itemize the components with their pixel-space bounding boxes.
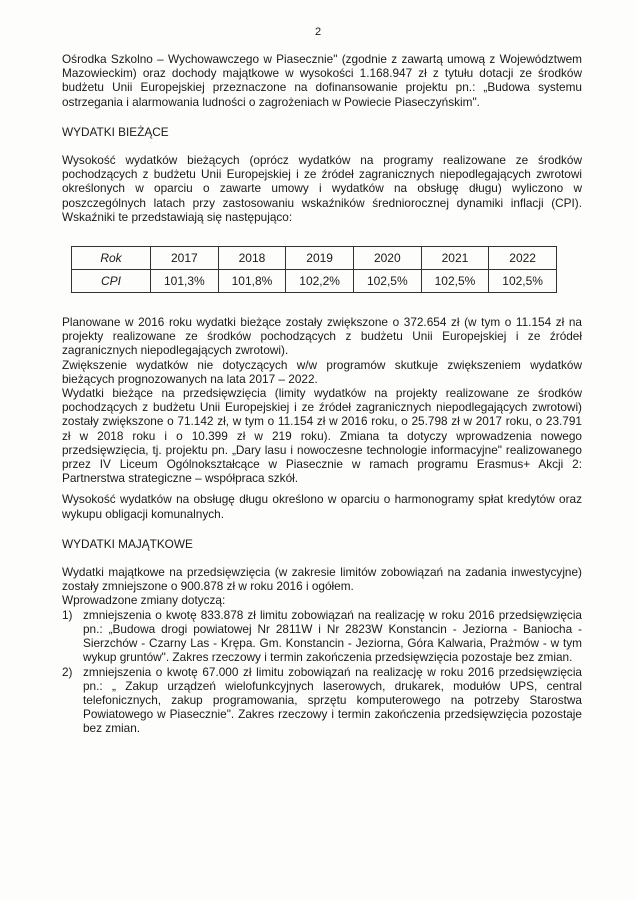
current-expenses-paragraph: Wysokość wydatków bieżących (oprócz wydatków na programy realizowane ze środków pochodzących z budżetu Unii Europejskiej i ze źródeł zagranicznych niepodlegających zwrotowi określonych w oparciu o zawarte umowy i wydatków na obsługę długu) wyliczono w poszczególnych latach przy zastosowaniu wskaźników średniorocznej dynamiki inflacji (CPI). Wskaźniki te przedstawiają się następująco: bbox=[62, 153, 582, 224]
cpi-table-value-cell: 101,3% bbox=[151, 270, 219, 293]
intro-paragraph: Ośrodka Szkolno – Wychowawczego w Piasecznie" (zgodnie z zawartą umową z Województwem Mazowieckim) oraz dochody majątkowe w wysokości 1.168.947 zł z tytułu dotacji ze środków budżetu Unii Europejskiej przeznaczone na dofinansowanie projektu pn.: „Budowa systemu ostrzegania i alarmowania ludności o zagrożeniach w Powiecie Piaseczyńskim". bbox=[62, 52, 582, 109]
cpi-table-year-cell: 2020 bbox=[353, 247, 421, 270]
cpi-table-value-cell: 102,2% bbox=[286, 270, 354, 293]
cpi-table-value-cell: 102,5% bbox=[421, 270, 489, 293]
cpi-table bbox=[71, 246, 557, 293]
list-item-text: zmniejszenia o kwotę 67.000 zł limitu zobowiązań na realizację w roku 2016 przedsięwzięcia pn.: „ Zakup urządzeń wielofunkcyjnych laserowych, drukarek, modułów UPS, central telefonicznych, zakup programowania, sprzętu komputerowego na potrzeby Starostwa Powiatowego w Piasecznie". Zakres rzeczowy i termin zakończenia przedsięwzięcia pozostaje bez zmian. bbox=[83, 664, 582, 736]
cpi-table-year-label: Rok bbox=[72, 247, 151, 270]
changes-list bbox=[62, 608, 582, 736]
changes-intro: Wprowadzone zmiany dotyczą: bbox=[62, 593, 226, 608]
cpi-table-year-cell: 2018 bbox=[218, 247, 286, 270]
cpi-table-cpi-label: CPI bbox=[72, 270, 151, 293]
capital-expenses-paragraph: Wydatki majątkowe na przedsięwzięcia (w zakresie limitów zobowiązań na zadania inwestycyjne) zostały zmniejszone o 900.878 zł w roku 2016 i ogółem. bbox=[62, 565, 582, 594]
debt-service-paragraph: Wysokość wydatków na obsługę długu określono w oparciu o harmonogramy spłat kredytów oraz wykupu obligacji komunalnych. bbox=[62, 492, 582, 521]
section-title-current-expenses: WYDATKI BIEŻĄCE bbox=[62, 124, 169, 139]
cpi-table-value-cell: 102,5% bbox=[353, 270, 421, 293]
projects-paragraph: Wydatki bieżące na przedsięwzięcia (limity wydatków na projekty realizowane ze środków pochodzących z budżetu Unii Europejskiej i ze źródeł zagranicznych niepodlegających zwrotowi) zostały zwiększone o 71.142 zł, w tym o 11.154 zł w 2016 roku, o 25.798 zł w 2017 roku, o 23.791 zł w 2018 roku i o 10.399 zł w 219 roku). Zmiana ta dotyczy wprowadzenia nowego przedsięwzięcia, tj. projektu pn. „Dary lasu i nowoczesne technologie informacyjne" realizowanego przez IV Liceum Ogólnokształcące w Piasecznie w ramach programu Erasmus+ Akcji 2: Partnerstwa strategiczne – współpraca szkół. bbox=[62, 386, 582, 486]
list-item bbox=[62, 665, 582, 736]
list-item-text: zmniejszenia o kwotę 833.878 zł limitu zobowiązań na realizację w roku 2016 przedsięwzięcia pn.: „Budowa drogi powiatowej Nr 2811W i Nr 2823W Konstancin - Jeziorna - Baniocha - Sierzchów - Czarny Las - Krępa. Gm. Konstancin - Jeziorna, Góra Kalwaria, Prażmów - w tym wykup gruntów". Zakres rzeczowy i termin zakończenia przedsięwzięcia pozostaje bez zmian. bbox=[83, 607, 582, 665]
list-item-number: 1) bbox=[62, 607, 73, 622]
document-body bbox=[62, 52, 582, 736]
section-title-capital-expenses: WYDATKI MAJĄTKOWE bbox=[62, 536, 193, 551]
cpi-table-value-cell: 101,8% bbox=[218, 270, 286, 293]
cpi-table-year-cell: 2022 bbox=[489, 247, 557, 270]
cpi-table-value-cell: 102,5% bbox=[489, 270, 557, 293]
page-number: 2 bbox=[314, 26, 322, 38]
cpi-table-year-row bbox=[72, 247, 557, 270]
planned-2016-paragraph: Planowane w 2016 roku wydatki bieżące zostały zwiększone o 372.654 zł (w tym o 11.154 zł na projekty realizowane ze środków pochodzących z budżetu Unii Europejskiej i ze źródeł zagranicznych niepodlegających zwrotowi). bbox=[62, 315, 582, 358]
list-item-number: 2) bbox=[62, 664, 73, 679]
cpi-table-year-cell: 2017 bbox=[151, 247, 219, 270]
cpi-table-value-row bbox=[72, 270, 557, 293]
cpi-table-year-cell: 2021 bbox=[421, 247, 489, 270]
list-item bbox=[62, 608, 582, 665]
increase-paragraph: Zwiększenie wydatków nie dotyczących w/w programów skutkuje zwiększeniem wydatków bieżących prognozowanych na lata 2017 – 2022. bbox=[62, 357, 582, 386]
cpi-table-year-cell: 2019 bbox=[286, 247, 354, 270]
